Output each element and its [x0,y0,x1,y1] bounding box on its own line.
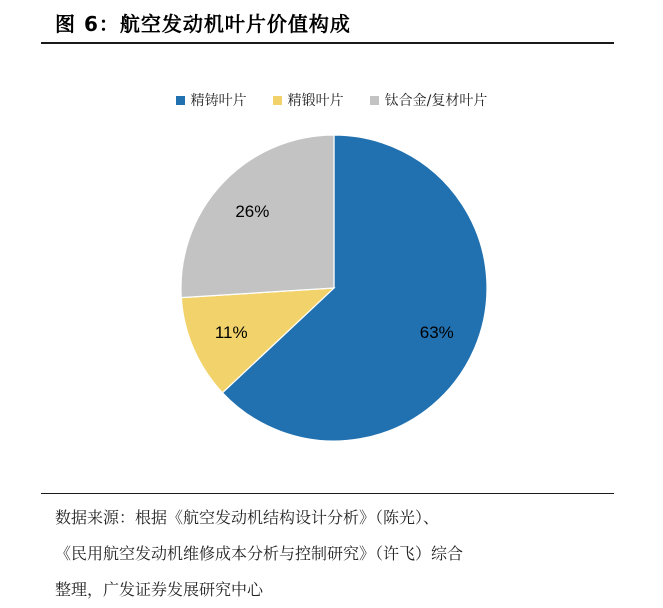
data-label-forged: 11% [214,322,248,342]
source-line-3: 整理，广发证券发展研究中心 [55,580,264,599]
data-label-investment-cast: 63% [419,322,454,342]
legend-label-forged: 精锻叶片 [287,93,344,109]
figure-title: 图 6：航空发动机叶片价值构成 [55,12,351,36]
source-line-2: 《民用航空发动机维修成本分析与控制研究》（许飞）综合 [55,544,464,563]
legend-label-titanium-composite: 钛合金/复材叶片 [384,93,488,109]
pie-slices [181,135,487,441]
source-divider [41,493,614,494]
source-note [55,500,595,608]
legend-label-investment-cast: 精铸叶片 [190,93,247,109]
data-label-titanium-composite: 26% [235,201,270,221]
source-line-1: 数据来源：根据《航空发动机结构设计分析》（陈光）、 [55,508,440,527]
